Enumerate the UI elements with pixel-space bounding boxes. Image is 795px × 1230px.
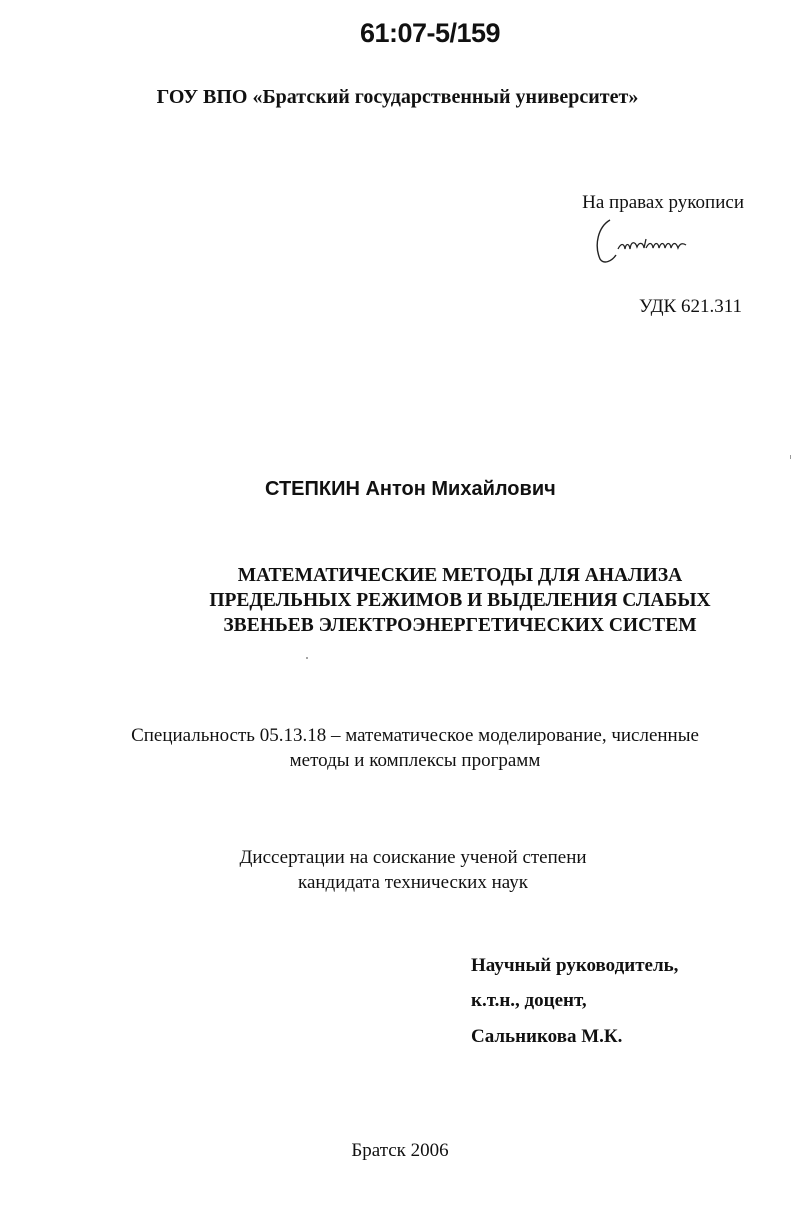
specialty-line: Специальность 05.13.18 – математическое моделирование, численные — [131, 725, 699, 746]
scan-edge-mark — [790, 455, 791, 459]
degree-statement — [113, 845, 713, 895]
scan-speck — [306, 657, 308, 659]
author-name: СТЕПКИН Антон Михайлович — [265, 478, 556, 500]
degree-line: Диссертации на соискание ученой степени — [239, 847, 587, 868]
dissertation-title — [160, 563, 760, 638]
title-line: ЗВЕНЬЕВ ЭЛЕКТРОЭНЕРГЕТИЧЕСКИХ СИСТЕМ — [223, 615, 697, 636]
advisor-name: Сальникова М.К. — [471, 1026, 623, 1047]
udk-code: УДК 621.311 — [639, 296, 742, 317]
place-year: Братск 2006 — [351, 1140, 449, 1161]
title-line: ПРЕДЕЛЬНЫХ РЕЖИМОВ И ВЫДЕЛЕНИЯ СЛАБЫХ — [209, 590, 711, 611]
catalog-number: 61:07-5/159 — [359, 18, 501, 48]
handwritten-signature — [588, 215, 708, 265]
title-line: МАТЕМАТИЧЕСКИЕ МЕТОДЫ ДЛЯ АНАЛИЗА — [237, 565, 683, 586]
advisor-rank: к.т.н., доцент, — [471, 990, 587, 1011]
degree-line: кандидата технических наук — [298, 872, 528, 893]
manuscript-note: На правах рукописи — [582, 192, 744, 213]
specialty-line: методы и комплексы программ — [289, 750, 541, 771]
specialty — [80, 723, 750, 773]
advisor-role: Научный руководитель, — [471, 955, 679, 976]
institution-name: ГОУ ВПО «Братский государственный университет» — [156, 86, 639, 108]
